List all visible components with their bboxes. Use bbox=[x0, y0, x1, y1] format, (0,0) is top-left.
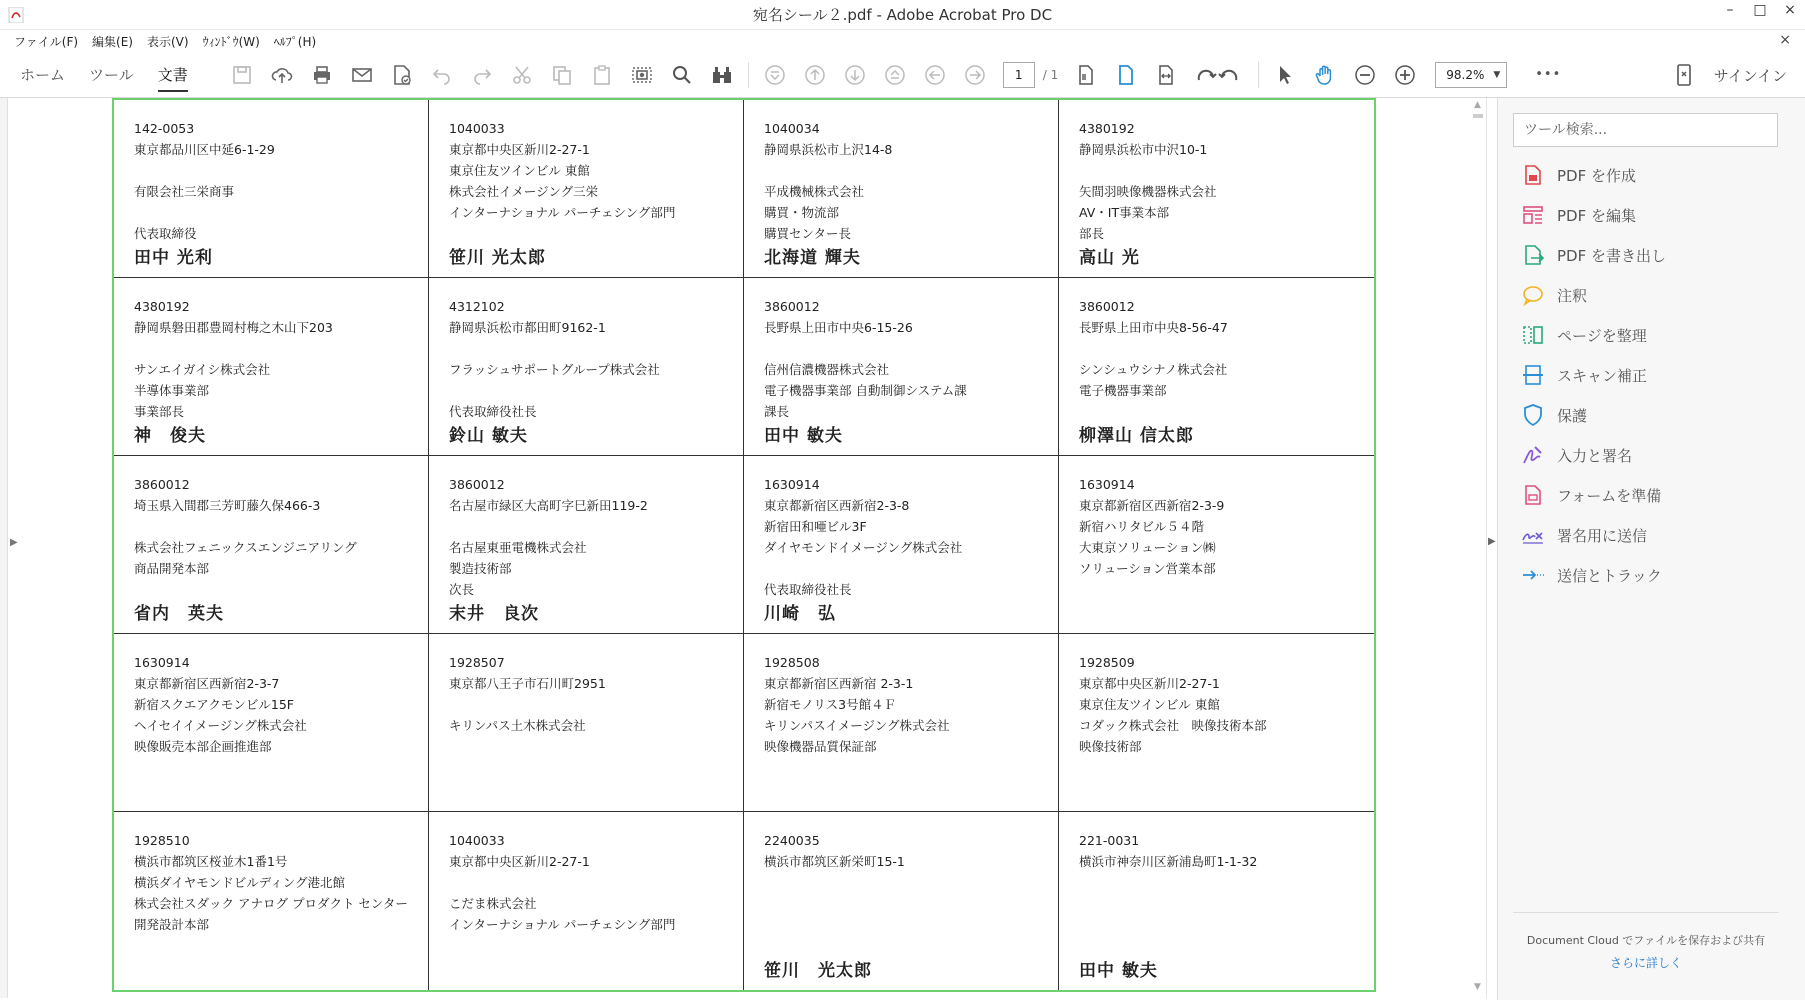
label-line: 名古屋市緑区大高町字巳新田119-2 bbox=[449, 498, 648, 513]
snapshot-icon[interactable] bbox=[622, 52, 662, 98]
label-line: フラッシュサポートグループ株式会社 bbox=[449, 362, 660, 377]
hand-tool-icon[interactable] bbox=[1305, 52, 1345, 98]
window-title: 宛名シール２.pdf - Adobe Acrobat Pro DC bbox=[752, 6, 1053, 24]
cloud-upload-icon[interactable] bbox=[262, 52, 302, 98]
recipient-name: 田中 光利 bbox=[134, 248, 213, 268]
redo-icon[interactable] bbox=[462, 52, 502, 98]
label-line: 有限会社三栄商事 bbox=[134, 184, 235, 199]
address-label bbox=[744, 100, 1059, 278]
label-line bbox=[134, 516, 408, 537]
label-line: 部長 bbox=[1079, 226, 1105, 241]
tab-document[interactable]: 文書 bbox=[146, 52, 200, 98]
minimize-button[interactable]: – bbox=[1726, 2, 1734, 18]
left-panel-strip bbox=[0, 98, 8, 998]
label-line bbox=[764, 160, 1038, 181]
search-icon[interactable] bbox=[662, 52, 702, 98]
label-line: 大東京ソリューション㈱ bbox=[1079, 540, 1216, 555]
close-window-button[interactable]: × bbox=[1784, 2, 1796, 18]
label-line: AV・IT事業本部 bbox=[1079, 205, 1170, 220]
label-line: 3860012 bbox=[449, 477, 505, 492]
signin-label: サインイン bbox=[1713, 66, 1787, 85]
tool-label: PDF を作成 bbox=[1557, 166, 1636, 185]
close-document-button[interactable]: × bbox=[1779, 32, 1791, 48]
label-line: 横浜ダイヤモンドビルディング港北館 bbox=[134, 875, 346, 890]
print-icon[interactable] bbox=[302, 52, 342, 98]
address-label bbox=[744, 812, 1059, 990]
address-label bbox=[429, 812, 744, 990]
label-line: 株式会社フェニックスエンジニアリング bbox=[134, 540, 357, 555]
tool-item[interactable] bbox=[1521, 240, 1781, 270]
label-line bbox=[764, 338, 1038, 359]
file-check-icon[interactable] bbox=[382, 52, 422, 98]
page-number-input[interactable]: 1 bbox=[1003, 62, 1035, 88]
label-line: サンエイガイシ株式会社 bbox=[134, 362, 271, 377]
tool-item[interactable] bbox=[1521, 320, 1781, 350]
label-line bbox=[134, 160, 408, 181]
tool-label: 入力と署名 bbox=[1557, 446, 1633, 465]
menu-bar bbox=[0, 30, 1805, 52]
label-line: 4380192 bbox=[134, 299, 190, 314]
menu-file[interactable]: ファイル(F) bbox=[14, 34, 79, 49]
tool-search-input[interactable]: ツール検索... bbox=[1513, 113, 1778, 147]
tool-label: 署名用に送信 bbox=[1557, 526, 1648, 545]
comment-icon bbox=[1521, 283, 1545, 307]
copy-icon[interactable] bbox=[542, 52, 582, 98]
recipient-name: 柳澤山 信太郎 bbox=[1079, 426, 1194, 446]
label-line: 新宿田和唖ビル3F bbox=[764, 519, 867, 534]
label-line: 東京都中央区新川2-27-1 bbox=[449, 142, 590, 157]
recipient-name: 鈴山 敏夫 bbox=[449, 426, 528, 446]
label-line: 長野県上田市中央6-15-26 bbox=[764, 320, 913, 335]
label-line: 東京都新宿区西新宿2-3-9 bbox=[1079, 498, 1225, 513]
prepare-form-icon bbox=[1521, 483, 1545, 507]
scan-enhance-icon bbox=[1521, 363, 1545, 387]
label-line: 東京都新宿区西新宿 2-3-1 bbox=[764, 676, 914, 691]
recipient-name: 田中 敏夫 bbox=[1079, 961, 1158, 981]
menu-edit[interactable]: 編集(E) bbox=[92, 34, 133, 49]
recipient-name: 笹川 光太郎 bbox=[449, 248, 546, 268]
mobile-link-icon bbox=[1674, 64, 1694, 86]
label-line: 221-0031 bbox=[1079, 833, 1140, 848]
tool-item[interactable] bbox=[1521, 400, 1781, 430]
tool-label: 送信とトラック bbox=[1557, 566, 1662, 585]
label-line: インターナショナル パーチェシング部門 bbox=[449, 205, 676, 220]
label-line bbox=[449, 516, 723, 537]
tool-label: ページを整理 bbox=[1557, 326, 1647, 345]
scroll-thumb[interactable] bbox=[1473, 114, 1483, 118]
label-line: ダイヤモンドイメージング株式会社 bbox=[764, 540, 963, 555]
label-line: 1928508 bbox=[764, 655, 820, 670]
tool-item[interactable] bbox=[1521, 160, 1781, 190]
label-line: 代表取締役 bbox=[134, 226, 197, 241]
label-line: 静岡県浜松市中沢10-1 bbox=[1079, 142, 1208, 157]
label-line: 開発設計本部 bbox=[134, 917, 210, 932]
tab-home[interactable]: ホーム bbox=[20, 65, 66, 84]
fit-width-icon[interactable] bbox=[1146, 52, 1186, 98]
label-line: 長野県上田市中央8-56-47 bbox=[1079, 320, 1228, 335]
organize-pages-icon bbox=[1521, 323, 1545, 347]
recipient-name: 省内 英夫 bbox=[134, 604, 224, 624]
label-line: 名古屋東亜電機株式会社 bbox=[449, 540, 587, 555]
address-label bbox=[1059, 634, 1374, 812]
vertical-scrollbar[interactable] bbox=[1470, 98, 1486, 998]
more-tools-icon[interactable]: ••• bbox=[1535, 67, 1562, 82]
label-line: 平成機械株式会社 bbox=[764, 184, 865, 199]
menu-window[interactable]: ｳｨﾝﾄﾞｳ(W) bbox=[202, 34, 260, 49]
export-pdf-icon bbox=[1521, 243, 1545, 267]
save-icon[interactable] bbox=[222, 52, 262, 98]
recipient-name: 笹川 光太郎 bbox=[764, 961, 872, 981]
rotate-counterclockwise-icon[interactable] bbox=[1216, 52, 1242, 98]
label-line: 1040033 bbox=[449, 121, 505, 136]
zoom-level-select[interactable] bbox=[1435, 62, 1507, 88]
address-label bbox=[744, 278, 1059, 456]
compare-icon[interactable] bbox=[702, 52, 742, 98]
tab-tools[interactable]: ツール bbox=[89, 65, 134, 84]
scroll-up-icon[interactable]: ▲ bbox=[1474, 100, 1481, 110]
label-line: 1928510 bbox=[134, 833, 190, 848]
label-line: 1630914 bbox=[764, 477, 820, 492]
label-line: ソリューション営業本部 bbox=[1079, 561, 1216, 576]
label-line: 次長 bbox=[449, 582, 475, 597]
fit-page-icon[interactable] bbox=[1106, 52, 1146, 98]
tool-label: 注釈 bbox=[1557, 286, 1588, 305]
address-label bbox=[744, 456, 1059, 634]
label-line: 東京都新宿区西新宿2-3-7 bbox=[134, 676, 280, 691]
select-cursor-icon[interactable] bbox=[1265, 52, 1305, 98]
tool-item[interactable] bbox=[1521, 200, 1781, 230]
tool-item[interactable] bbox=[1521, 440, 1781, 470]
first-page-icon[interactable] bbox=[755, 52, 795, 98]
address-label bbox=[1059, 100, 1374, 278]
cut-icon[interactable] bbox=[502, 52, 542, 98]
label-line: 代表取締役社長 bbox=[449, 404, 537, 419]
tool-label: PDF を書き出し bbox=[1557, 246, 1666, 265]
address-label bbox=[429, 456, 744, 634]
label-line bbox=[134, 338, 408, 359]
label-line: 購買・物流部 bbox=[764, 205, 840, 220]
label-line: キリンパスイメージング株式会社 bbox=[764, 718, 950, 733]
menu-help[interactable]: ﾍﾙﾌﾟ(H) bbox=[273, 34, 317, 49]
document-cloud-text: Document Cloud でファイルを保存および共有 bbox=[1526, 934, 1766, 947]
label-line: 4312102 bbox=[449, 299, 505, 314]
address-label bbox=[1059, 278, 1374, 456]
pdf-page bbox=[112, 98, 1376, 992]
menu-view[interactable]: 表示(V) bbox=[146, 34, 189, 49]
expand-left-panel-icon[interactable]: ▶ bbox=[10, 537, 18, 548]
send-track-icon bbox=[1521, 563, 1545, 587]
label-line: 1928507 bbox=[449, 655, 505, 670]
pane-divider bbox=[1513, 912, 1779, 913]
label-line: 東京都新宿区西新宿2-3-8 bbox=[764, 498, 910, 513]
label-line: 購買センター長 bbox=[764, 226, 852, 241]
label-line: 1040034 bbox=[764, 121, 820, 136]
address-label bbox=[744, 634, 1059, 812]
recipient-name: 高山 光 bbox=[1079, 248, 1140, 268]
label-line: 東京都中央区新川2-27-1 bbox=[449, 854, 590, 869]
label-line: コダック株式会社 映像技術本部 bbox=[1079, 718, 1267, 733]
recipient-name: 末井 良次 bbox=[449, 604, 539, 624]
label-grid bbox=[114, 100, 1374, 990]
fill-sign-icon bbox=[1521, 443, 1545, 467]
label-line: 電子機器事業部 bbox=[1079, 383, 1167, 398]
tool-item[interactable] bbox=[1521, 360, 1781, 390]
label-line: 1630914 bbox=[134, 655, 190, 670]
label-line bbox=[449, 694, 723, 715]
right-pane-toggle[interactable] bbox=[1486, 98, 1496, 998]
label-line: 静岡県浜松市都田町9162-1 bbox=[449, 320, 606, 335]
zoom-level-value: 98.2% bbox=[1446, 67, 1485, 82]
label-line: 3860012 bbox=[1079, 299, 1135, 314]
window-controls bbox=[1715, 0, 1805, 30]
label-line: 東京都八王子市石川町2951 bbox=[449, 676, 606, 691]
label-line: 埼玉県入間郡三芳町藤久保466-3 bbox=[134, 498, 321, 513]
paste-icon[interactable] bbox=[582, 52, 622, 98]
label-line: 3860012 bbox=[764, 299, 820, 314]
maximize-button[interactable]: □ bbox=[1753, 2, 1767, 18]
label-line: 東京住友ツインビル 東館 bbox=[1079, 697, 1220, 712]
toolbar bbox=[0, 52, 1805, 98]
label-line bbox=[764, 558, 1038, 579]
label-line: 東京住友ツインビル 東館 bbox=[449, 163, 590, 178]
label-line: 横浜市都筑区桜並木1番1号 bbox=[134, 854, 288, 869]
label-line bbox=[449, 380, 723, 401]
label-line: インターナショナル パーチェシング部門 bbox=[449, 917, 676, 932]
send-for-signature-icon bbox=[1521, 523, 1545, 547]
signin-area[interactable] bbox=[1674, 52, 1787, 98]
undo-icon[interactable] bbox=[422, 52, 462, 98]
label-line: 代表取締役社長 bbox=[764, 582, 852, 597]
label-line: 横浜市都筑区新栄町15-1 bbox=[764, 854, 905, 869]
label-line: 映像販売本部企画推進部 bbox=[134, 739, 272, 754]
tools-pane bbox=[1497, 98, 1805, 1000]
tool-item[interactable] bbox=[1521, 520, 1781, 550]
acrobat-app-icon bbox=[8, 7, 24, 23]
label-line: 半導体事業部 bbox=[134, 383, 210, 398]
label-line bbox=[1079, 160, 1354, 181]
label-line: 静岡県浜松市上沢14-8 bbox=[764, 142, 893, 157]
label-line: 新宿ハリタビル５４階 bbox=[1079, 519, 1205, 534]
label-line: 製造技術部 bbox=[449, 561, 512, 576]
label-line: 4380192 bbox=[1079, 121, 1135, 136]
label-line: 新宿スクエアクモンビル15F bbox=[134, 697, 294, 712]
label-line: 映像技術部 bbox=[1079, 739, 1142, 754]
single-page-view-icon[interactable] bbox=[1066, 52, 1106, 98]
tool-label: スキャン補正 bbox=[1557, 366, 1648, 385]
label-line: 映像機器品質保証部 bbox=[764, 739, 877, 754]
address-label bbox=[1059, 456, 1374, 634]
address-label bbox=[1059, 812, 1374, 990]
label-line: こだま株式会社 bbox=[449, 896, 537, 911]
recipient-name: 北海道 輝夫 bbox=[764, 248, 861, 268]
label-line: 静岡県磐田郡豊岡村梅之木山下203 bbox=[134, 320, 333, 335]
previous-page-icon[interactable] bbox=[795, 52, 835, 98]
recipient-name: 田中 敏夫 bbox=[764, 426, 843, 446]
label-line: 1630914 bbox=[1079, 477, 1135, 492]
back-view-icon[interactable] bbox=[915, 52, 955, 98]
email-icon[interactable] bbox=[342, 52, 382, 98]
collapse-right-pane-icon[interactable]: ▶ bbox=[1488, 536, 1496, 547]
recipient-name: 神 俊夫 bbox=[134, 426, 206, 446]
page-total: / 1 bbox=[1042, 67, 1059, 82]
address-label bbox=[429, 634, 744, 812]
label-line: 株式会社イメージング三栄 bbox=[449, 184, 599, 199]
label-line bbox=[449, 872, 723, 893]
chevron-down-icon: ▼ bbox=[1493, 69, 1501, 80]
label-line bbox=[134, 202, 408, 223]
label-line: 新宿モノリス3号館４Ｆ bbox=[764, 697, 897, 712]
last-page-icon[interactable] bbox=[875, 52, 915, 98]
toolbar-divider bbox=[748, 62, 749, 88]
address-label bbox=[114, 812, 429, 990]
label-line: 東京都中央区新川2-27-1 bbox=[1079, 676, 1220, 691]
tool-label: フォームを準備 bbox=[1557, 486, 1662, 505]
protect-shield-icon bbox=[1521, 403, 1545, 427]
address-label bbox=[114, 100, 429, 278]
next-page-icon[interactable] bbox=[835, 52, 875, 98]
label-line: 課長 bbox=[764, 404, 790, 419]
label-line: 東京都品川区中延6-1-29 bbox=[134, 142, 275, 157]
label-line: 株式会社スダック アナログ プロダクト センター bbox=[134, 896, 408, 911]
tool-item[interactable] bbox=[1521, 560, 1781, 590]
zoom-out-icon[interactable] bbox=[1345, 52, 1385, 98]
tool-item[interactable] bbox=[1521, 480, 1781, 510]
label-line: 2240035 bbox=[764, 833, 820, 848]
label-line: 1040033 bbox=[449, 833, 505, 848]
edit-pdf-icon bbox=[1521, 203, 1545, 227]
recipient-name: 川崎 弘 bbox=[764, 604, 836, 624]
learn-more-link[interactable]: さらに詳しく bbox=[1609, 956, 1682, 970]
address-label bbox=[114, 278, 429, 456]
tool-item[interactable] bbox=[1521, 280, 1781, 310]
label-line: 横浜市神奈川区新浦島町1-1-32 bbox=[1079, 854, 1258, 869]
scroll-down-icon[interactable]: ▼ bbox=[1474, 982, 1481, 992]
label-line bbox=[1079, 338, 1354, 359]
label-line: 電子機器事業部 自動制御システム課 bbox=[764, 383, 967, 398]
label-line: キリンパス土木株式会社 bbox=[449, 718, 586, 733]
address-label bbox=[429, 100, 744, 278]
label-line: 3860012 bbox=[134, 477, 190, 492]
forward-view-icon[interactable] bbox=[955, 52, 995, 98]
create-pdf-icon bbox=[1521, 163, 1545, 187]
title-bar bbox=[0, 0, 1805, 30]
zoom-in-icon[interactable] bbox=[1385, 52, 1425, 98]
toolbar-divider bbox=[1258, 62, 1259, 88]
address-label bbox=[114, 456, 429, 634]
label-line: ヘイセイイメージング株式会社 bbox=[134, 718, 307, 733]
label-line: 事業部長 bbox=[134, 404, 185, 419]
label-line: 142-0053 bbox=[134, 121, 195, 136]
label-line: 矢間羽映像機器株式会社 bbox=[1079, 184, 1217, 199]
address-label bbox=[429, 278, 744, 456]
label-line bbox=[449, 338, 723, 359]
address-label bbox=[114, 634, 429, 812]
label-line: 信州信濃機器株式会社 bbox=[764, 362, 890, 377]
label-line: シンシュウシナノ株式会社 bbox=[1079, 362, 1228, 377]
tool-label: PDF を編集 bbox=[1557, 206, 1636, 225]
label-line: 商品開発本部 bbox=[134, 561, 210, 576]
tool-label: 保護 bbox=[1557, 406, 1588, 425]
label-line: 1928509 bbox=[1079, 655, 1135, 670]
